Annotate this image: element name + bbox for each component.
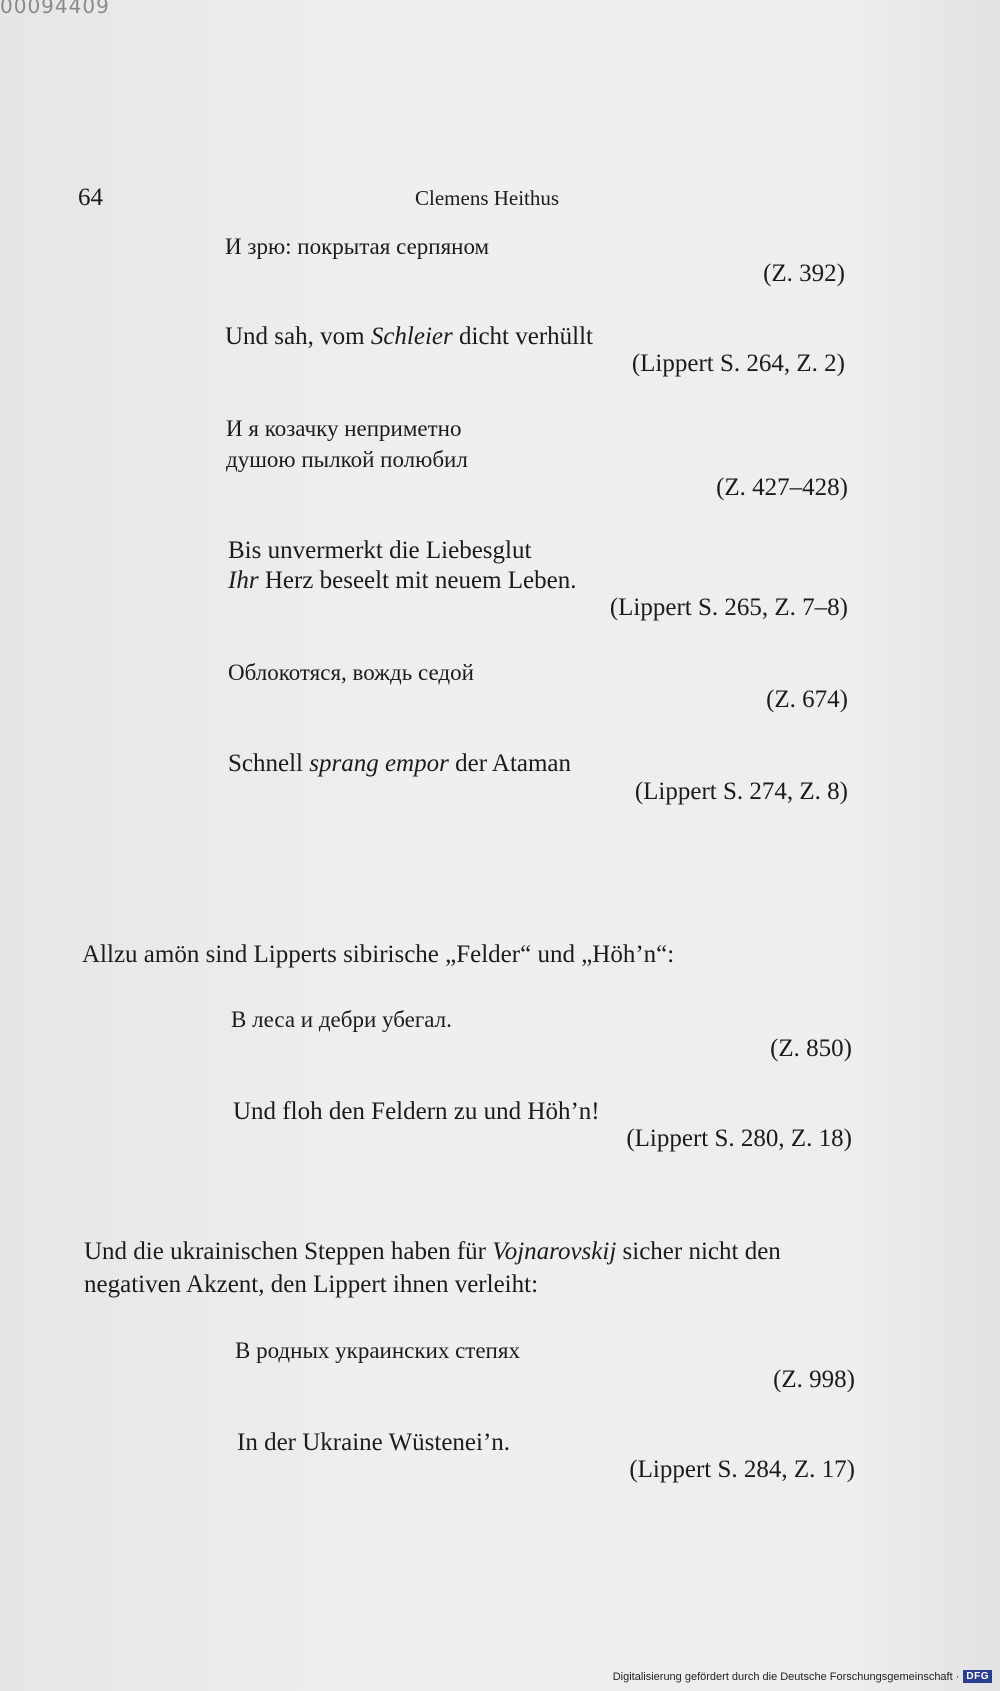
italic-emphasis: Schleier: [370, 323, 453, 350]
russian-verse: И зрю: покрытая серпяном: [225, 234, 490, 259]
russian-verse: В родных украинских степях: [235, 1338, 520, 1363]
line-reference: (Z. 674): [766, 686, 848, 713]
quote-block-3: [228, 656, 848, 826]
dfg-logo-icon: DFG: [963, 1670, 992, 1683]
line-reference: (Z. 998): [773, 1366, 855, 1393]
body-paragraph: Allzu amön sind Lipperts sibirische „Felder“ und „Höh’n“:: [82, 941, 675, 968]
italic-emphasis: Ihr: [228, 567, 259, 594]
line-reference: (Z. 392): [763, 260, 845, 287]
page-number: 64: [78, 184, 103, 211]
scan-id: 00094409: [0, 0, 110, 18]
digitization-footer: [613, 1670, 992, 1683]
lippert-reference: (Lippert S. 274, Z. 8): [634, 778, 848, 805]
quote-block-1: [225, 230, 845, 400]
paragraph-text: negativen Akzent, den Lippert ihnen verleiht:: [84, 1271, 539, 1298]
russian-verse: Облокотяся, вождь седой: [228, 660, 474, 685]
verse-text: der Ataman: [448, 750, 572, 777]
german-verse: In der Ukraine Wüstenei’n.: [237, 1429, 511, 1456]
verse-text: Und sah, vom: [225, 323, 371, 350]
quote-block-4: [231, 1003, 852, 1173]
russian-verse: В леса и дебри убегал.: [231, 1007, 452, 1032]
russian-verse: душою пылкой полюбил: [226, 447, 468, 472]
quote-block-2: [226, 412, 848, 642]
line-reference: (Z. 850): [770, 1035, 852, 1062]
german-verse: [228, 747, 571, 780]
italic-emphasis: Vojnarovskij: [492, 1238, 617, 1265]
german-verse: [225, 320, 593, 353]
german-verse: [228, 564, 576, 597]
lippert-reference: (Lippert S. 284, Z. 17): [629, 1456, 855, 1483]
running-head: Clemens Heithus: [415, 186, 560, 210]
lippert-reference: (Lippert S. 264, Z. 2): [631, 350, 845, 377]
german-verse: Und floh den Feldern zu und Höh’n!: [233, 1098, 600, 1125]
body-paragraph: [84, 1235, 856, 1301]
paragraph-text: sicher nicht den: [616, 1238, 781, 1265]
verse-text: dicht verhüllt: [452, 323, 593, 350]
lippert-reference: (Lippert S. 265, Z. 7–8): [609, 594, 848, 621]
quote-block-5: [235, 1334, 855, 1504]
russian-verse: И я козачку неприметно: [226, 416, 462, 441]
line-reference: (Z. 427–428): [716, 474, 848, 501]
paragraph-text: Und die ukrainischen Steppen haben für: [84, 1238, 493, 1265]
lippert-reference: (Lippert S. 280, Z. 18): [626, 1125, 852, 1152]
footer-text: Digitalisierung gefördert durch die Deutsche Forschungsgemeinschaft ·: [612, 1670, 960, 1683]
german-verse: Bis unvermerkt die Liebesglut: [228, 537, 532, 564]
verse-text: Herz beseelt mit neuem Leben.: [258, 567, 577, 594]
italic-emphasis: sprang empor: [309, 750, 449, 777]
verse-text: Schnell: [228, 750, 310, 777]
